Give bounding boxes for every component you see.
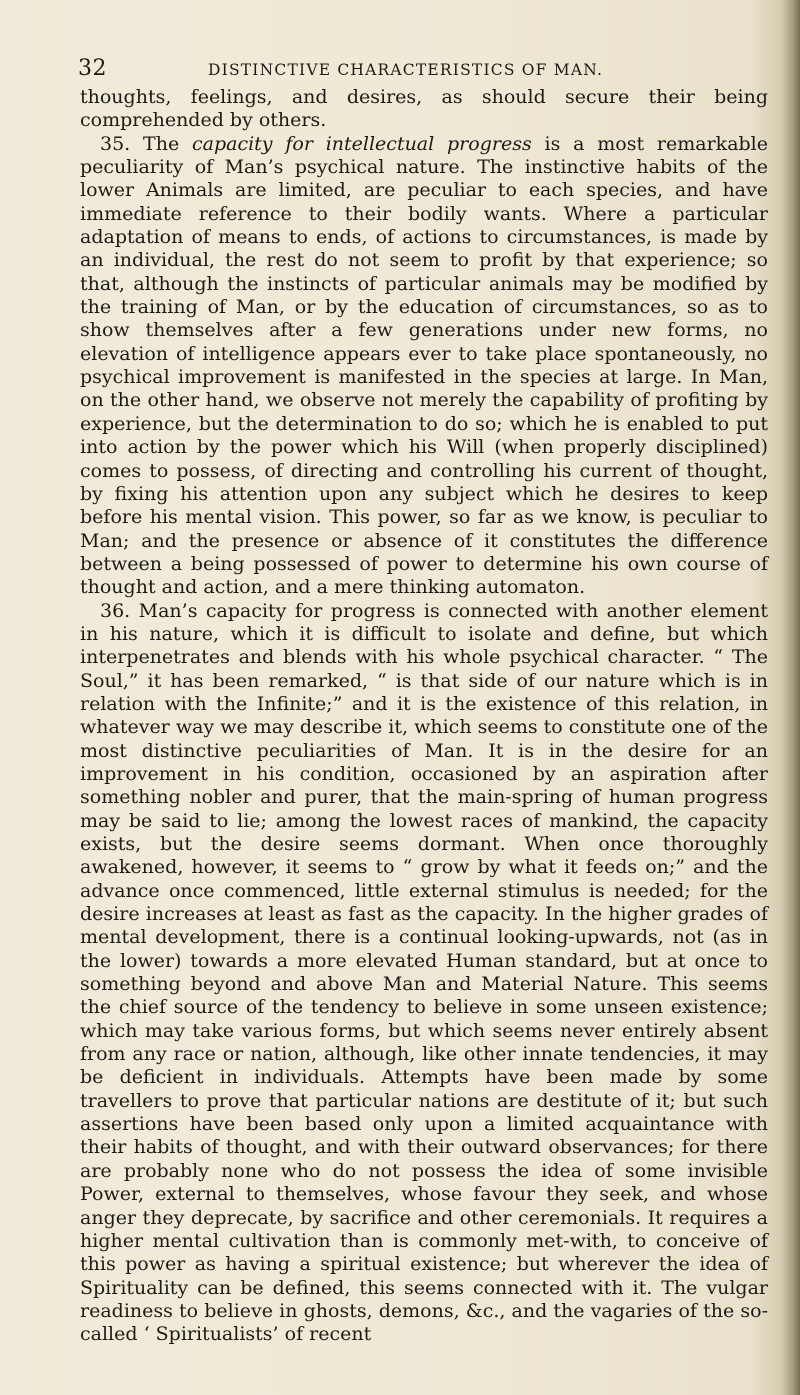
paragraph-35-text: is a most remarkable peculiarity of Man’s psychical nature. The instinctive habits of the lower Animals are limited, are peculiar to each species, and have immediate reference to their bodily wants. Where a particular adaptation of means to ends, of actions to circumstances, is made by an individual, the rest do not seem to profit by that experience; so that, although the instincts of particular animals may be modified by the training of Man, or by the education of circumstances, so as to show themselves after a few generations under new forms, no elevation of intelligence appears ever to take place spontaneously, no psychical improvement is manifested in the species at large. In Man, on the other hand, we observe not merely the capability of profiting by experience, but the determination to do so; which he is enabled to put into action by the power which his Will (when properly disciplined) comes to possess, of directing and controlling his current of thought, by fixing his attention upon any subject which he desires to keep before his mental vision. This power, so far as we know, is peculiar to Man; and the presence or absence of it constitutes the difference between a being possessed of power to determine his own course of thought and action, and a mere thinking automaton. xyxy=(80,132,768,599)
page-header xyxy=(78,56,770,86)
body-text xyxy=(80,86,768,1347)
page-number: 32 xyxy=(78,56,107,81)
running-head: DISTINCTIVE CHARACTERISTICS OF MAN. xyxy=(208,61,604,79)
continuation-paragraph xyxy=(80,86,768,133)
continuation-text: thoughts, feelings, and desires, as should secure their being comprehended by others. xyxy=(80,86,768,132)
paragraph-36 xyxy=(80,600,768,1347)
paragraph-35-italic-phrase: capacity for intellectual progress xyxy=(192,132,532,155)
section-number-36: 36. xyxy=(100,599,131,622)
paragraph-36-text: Man’s capacity for progress is connected with another element in his nature, which it is difficult to isolate and define, but which interpenetrates and blends with his whole psychical character. “ The Soul,” it has been remarked, “ is that side of our nature which is in relation with the Infinite;” and it is the existence of this relation, in whatever way we may describe it, which seems to constitute one of the most distinctive peculiarities of Man. It is in the desire for an improvement in his condition, occasioned by an aspiration after something nobler and purer, that the main-spring of human progress may be said to lie; among the lowest races of mankind, the capacity exists, but the desire seems dormant. When once thoroughly awakened, however, it seems to “ grow by what it feeds on;” and the advance once commenced, little external stimulus is needed; for the desire increases at least as fast as the capacity. In the higher grades of mental development, there is a continual looking-upwards, not (as in the lower) towards a more elevated Human standard, but at once to something beyond and above Man and Material Nature. This seems the chief source of the tendency to believe in some unseen existence; which may take various forms, but which seems never entirely absent from any race or nation, although, like other innate tendencies, it may be deficient in individuals. Attempts have been made by some travellers to prove that particular nations are destitute of it; but such assertions have been based only upon a limited acquaintance with their habits of thought, and with their outward observances; for there are probably none who do not possess the idea of some invisible Power, external to themselves, whose favour they seek, and whose anger they deprecate, by sacrifice and other ceremonials. It requires a higher mental cultivation than is commonly met-with, to conceive of this power as having a spiritual existence; but wherever the idea of Spirituality can be defined, this seems connected with it. The vulgar readiness to believe in ghosts, demons, &c., and the vagaries of the so-called ‘ Spiritualists’ of recent xyxy=(80,599,768,1346)
section-number-35: 35. xyxy=(100,132,131,155)
paragraph-35-lead: The xyxy=(143,132,180,155)
page-edge-shadow xyxy=(782,0,800,1395)
paragraph-35 xyxy=(80,133,768,600)
